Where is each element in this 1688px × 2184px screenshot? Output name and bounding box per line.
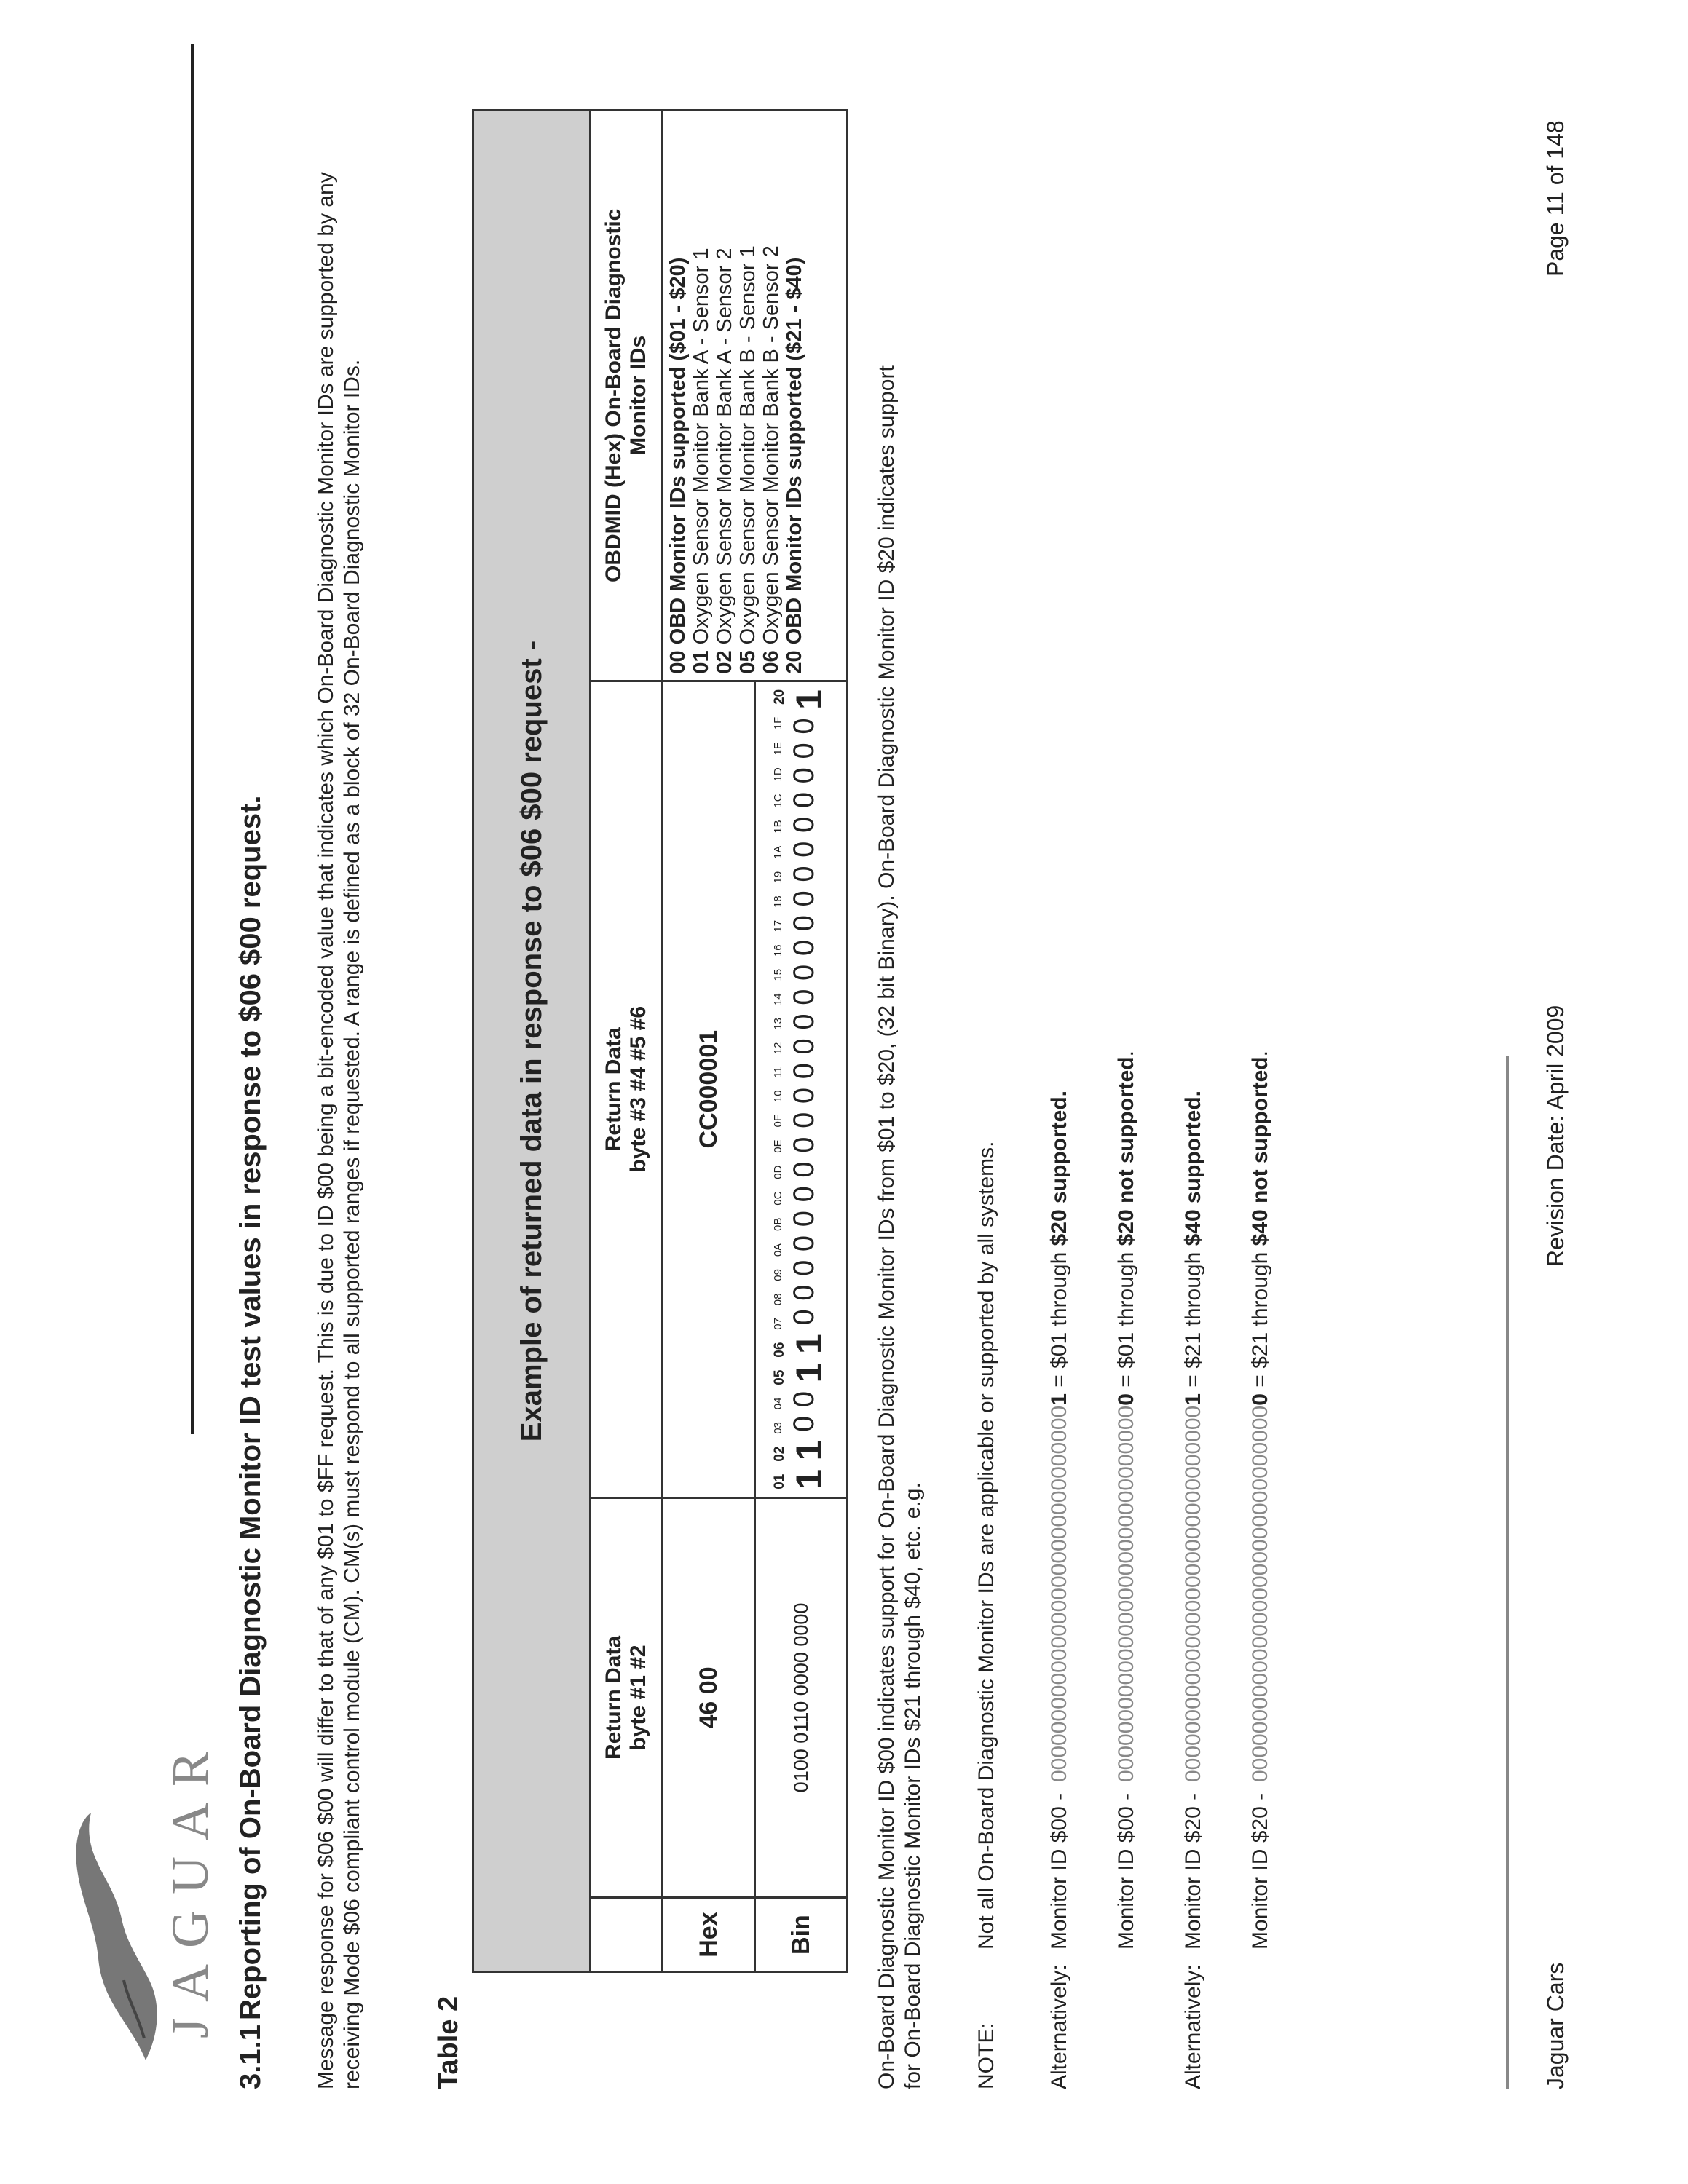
obdmid-line: 05 Oxygen Sensor Monitor Bank B - Sensor 1 <box>736 245 760 674</box>
bit-label: 06 <box>772 1342 787 1358</box>
section-heading <box>234 795 267 2089</box>
bit-label: 14 <box>772 993 784 1006</box>
bit-label: 1C <box>772 794 784 808</box>
monitor-bits: 00000000000000000000000000000000 = $01 through $20 not supported. <box>1114 1051 1138 1782</box>
bit-value: 1 <box>789 1468 829 1489</box>
bit-label: 15 <box>772 968 784 981</box>
bit-value: 0 <box>788 1309 820 1326</box>
footer-center: Revision Date: April 2009 <box>1542 1005 1569 1267</box>
intro-paragraph: Message response for $06 $00 will differ to that of any $01 to $FF request. This is due to ID $00 being a bit-encoded value that indicates which On-Board Diagnostic Monitor IDs are supported by any receiving Mode $06 compliant control module (CM). CM(s) must respond to all supported ranges if requested. A range is defined as a block of 32 On-Board Diagnostic Monitor IDs. <box>314 172 364 2089</box>
note-text: Not all On-Board Diagnostic Monitor IDs are applicable or supported by all systems. <box>974 1141 998 1950</box>
bit-value: 0 <box>788 1235 820 1252</box>
col-header-bytes3456-text: Return Data byte #3 #4 #5 #6 <box>602 1005 650 1173</box>
monitor-label: Monitor ID $00 - <box>1114 1792 1138 1950</box>
corner-cell <box>591 1898 663 1972</box>
bit-value: 0 <box>788 1415 820 1432</box>
col-header-obdmid <box>591 111 663 681</box>
bit-value: 0 <box>788 1087 820 1104</box>
bit-label: 19 <box>772 871 784 884</box>
bit-value: 0 <box>788 939 820 957</box>
bit-label: 01 <box>772 1473 787 1489</box>
bit-value: 0 <box>788 767 820 784</box>
bit-label: 1E <box>772 742 784 756</box>
obdmid-line: 00 OBD Monitor IDs supported ($01 - $20) <box>666 257 690 674</box>
bit-label: 05 <box>772 1369 787 1385</box>
obdmid-lines <box>666 117 806 674</box>
hex-bytes12: 46 00 <box>663 1497 755 1897</box>
bit-label: 13 <box>772 1017 784 1030</box>
footer-right: Page 11 of 148 <box>1542 120 1569 277</box>
alternatively-label-1: Alternatively: <box>1047 1964 1071 2089</box>
bit-label: 16 <box>772 944 784 957</box>
obdmid-list <box>663 111 848 681</box>
bit-value: 0 <box>788 866 820 882</box>
bit-value: 1 <box>789 1362 829 1383</box>
table-banner: Example of returned data in response to $06 $00 request - <box>473 111 591 1972</box>
header-rule <box>191 44 194 1434</box>
monitor-label: Monitor ID $20 - <box>1181 1792 1205 1950</box>
bit-value: 0 <box>788 1210 820 1227</box>
bit-value: 1 <box>789 1334 829 1354</box>
bit-value: 0 <box>788 1284 820 1301</box>
col-header-bytes3456 <box>591 681 663 1497</box>
bit-label: 0E <box>772 1139 784 1153</box>
bit-label: 0F <box>772 1114 784 1128</box>
bit-label: 09 <box>772 1269 784 1281</box>
table-2 <box>472 109 848 1973</box>
bit-label: 0A <box>772 1243 784 1257</box>
bit-value: 0 <box>788 1112 820 1128</box>
bit-label: 18 <box>772 895 784 908</box>
bit-label: 20 <box>772 689 787 705</box>
col-header-bytes12 <box>591 1497 663 1897</box>
logo-wordmark: JAGUAR <box>161 1735 219 2038</box>
footer-rule <box>1506 1056 1509 2089</box>
bit-label: 0D <box>772 1165 784 1179</box>
bit-label: 12 <box>772 1042 784 1055</box>
bit-label: 1F <box>772 716 784 730</box>
jaguar-logo <box>51 1735 219 2089</box>
row-label-bin: Bin <box>755 1898 848 1972</box>
bit-value: 0 <box>788 1038 820 1055</box>
bit-value: 0 <box>788 1063 820 1080</box>
section-number: 3.1.1 <box>234 2025 267 2089</box>
bit-value: 0 <box>788 1186 820 1203</box>
bit-value: 0 <box>788 816 820 833</box>
table-title: Table 2 <box>433 1995 464 2089</box>
bit-value: 0 <box>788 1013 820 1030</box>
bit-value: 0 <box>788 718 820 735</box>
bit-labels <box>772 682 788 1497</box>
alternatively-label-2: Alternatively: <box>1181 1964 1205 2089</box>
bit-value: 0 <box>788 841 820 858</box>
bit-value: 0 <box>788 915 820 932</box>
leaper-icon <box>58 1805 167 2068</box>
bit-label: 02 <box>772 1446 787 1462</box>
monitor-bits: 00000000000000000000000000000000 = $21 through $40 not supported. <box>1248 1051 1272 1782</box>
bit-label: 03 <box>772 1422 784 1434</box>
bit-value: 0 <box>788 1390 820 1408</box>
bit-label: 04 <box>772 1397 784 1410</box>
after-table-paragraph: On-Board Diagnostic Monitor ID $00 indicates support for On-Board Diagnostic Monitor IDs from $01 to $20, (32 bit Binary). On-Board Diagnostic Monitor ID $20 indicates support for On-Board Diagnostic Monitor IDs $21 through $40, etc. e.g. <box>875 365 925 2089</box>
bit-value: 0 <box>788 989 820 1005</box>
monitor-bits: 00000000000000000000000000000001 = $01 through $20 supported. <box>1047 1091 1071 1782</box>
section-title: Reporting of On-Board Diagnostic Monitor ID test values in response to $06 $00 request. <box>234 795 267 2020</box>
bit-label: 0C <box>772 1191 784 1206</box>
bit-value: 1 <box>789 1440 829 1461</box>
bit-label: 10 <box>772 1090 784 1103</box>
bit-value: 0 <box>788 1161 820 1178</box>
bit-value: 0 <box>788 743 820 759</box>
bit-value: 0 <box>788 964 820 981</box>
bit-label: 1D <box>772 767 784 782</box>
monitor-label: Monitor ID $20 - <box>1248 1792 1272 1950</box>
monitor-label: Monitor ID $00 - <box>1047 1792 1071 1950</box>
bin-bytes12: 0100 0110 0000 0000 <box>755 1497 848 1897</box>
monitor-bits: 00000000000000000000000000000001 = $21 through $40 supported. <box>1181 1091 1205 1782</box>
obdmid-line: 01 Oxygen Sensor Monitor Bank A - Sensor 1 <box>690 248 713 674</box>
col-header-bytes12-text: Return Data byte #1 #2 <box>602 1635 650 1760</box>
row-label-hex: Hex <box>663 1898 755 1972</box>
hex-bytes3456: CC000001 <box>663 681 755 1497</box>
bit-value: 0 <box>788 791 820 809</box>
bit-label: 17 <box>772 919 784 933</box>
bit-value: 1 <box>789 689 829 710</box>
note-label: NOTE: <box>974 2022 998 2089</box>
col-header-obdmid-text: OBDMID (Hex) On-Board Diagnostic Monitor IDs <box>602 208 650 583</box>
bit-value: 0 <box>788 890 820 907</box>
bit-label: 08 <box>772 1293 784 1306</box>
footer-left: Jaguar Cars <box>1542 1962 1569 2089</box>
obdmid-line: 06 Oxygen Sensor Monitor Bank B - Sensor 2 <box>760 245 783 674</box>
obdmid-line: 02 Oxygen Sensor Monitor Bank A - Sensor 2 <box>713 248 736 674</box>
bit-value: 0 <box>788 1136 820 1153</box>
bit-label: 07 <box>772 1318 784 1330</box>
bit-label: 11 <box>772 1067 784 1078</box>
obdmid-line: 20 OBD Monitor IDs supported ($21 - $40) <box>783 257 806 674</box>
bit-label: 1B <box>772 820 784 834</box>
bit-value: 0 <box>788 1259 820 1276</box>
bin-bit-grid <box>755 681 848 1497</box>
bit-label: 1A <box>772 845 784 859</box>
bit-label: 0B <box>772 1217 784 1231</box>
bit-values <box>788 682 830 1497</box>
